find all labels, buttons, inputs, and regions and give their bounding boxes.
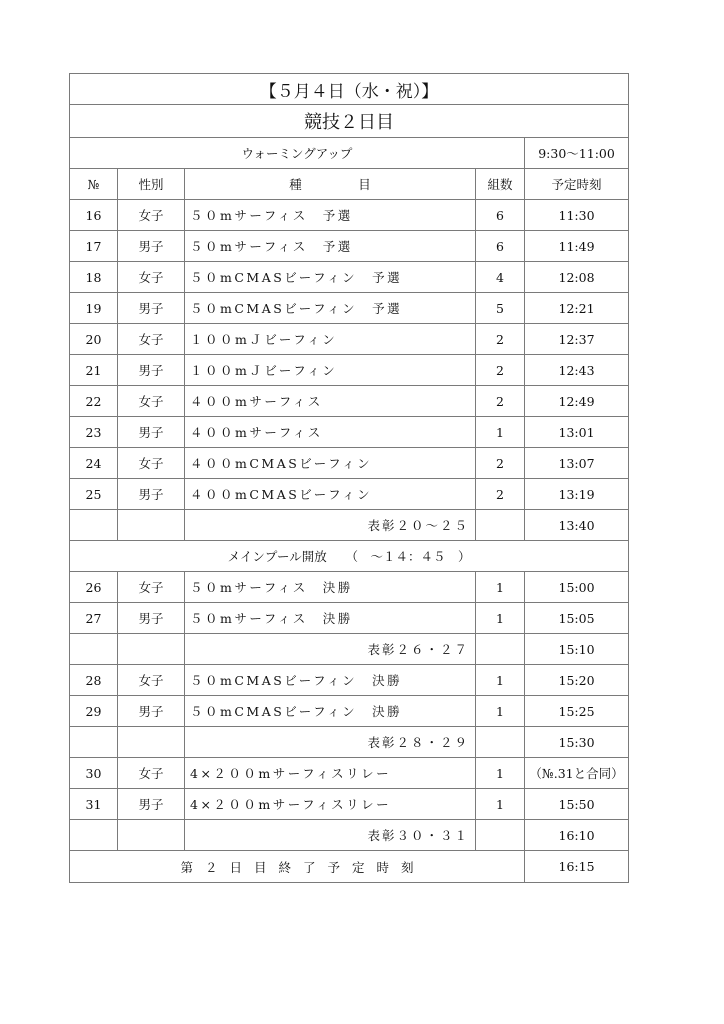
event-time: 13:01 [525,417,629,448]
date-row [70,74,629,105]
event-row [70,231,629,262]
award-label-2: 表彰２６・２７ [185,634,476,665]
event-time: 12:37 [525,324,629,355]
header-event: 種 目 [185,169,476,200]
event-gender: 男子 [118,417,185,448]
event-groups: 2 [476,386,525,417]
event-name: ５０mサーフィス 予選 [185,200,476,231]
event-time: 12:43 [525,355,629,386]
event-no: 28 [70,665,118,696]
event-gender: 女子 [118,324,185,355]
event-no: 20 [70,324,118,355]
event-name: ５０mサーフィス 予選 [185,231,476,262]
event-gender: 女子 [118,572,185,603]
event-gender: 男子 [118,293,185,324]
event-groups: 6 [476,231,525,262]
event-groups: 6 [476,200,525,231]
event-no: 29 [70,696,118,727]
event-groups: 1 [476,665,525,696]
event-time: 13:19 [525,479,629,510]
event-name: ４００mサーフィス [185,386,476,417]
award-label-4: 表彰３０・３１ [185,820,476,851]
event-row [70,789,629,820]
section-d [70,758,629,820]
day-row [70,105,629,138]
event-no: 30 [70,758,118,789]
event-gender: 男子 [118,696,185,727]
section-b [70,572,629,634]
event-groups: 1 [476,758,525,789]
award-row-1 [70,510,629,541]
award-time-4: 16:10 [525,820,629,851]
main-pool-row [70,541,629,572]
award-label-1: 表彰２０〜２５ [185,510,476,541]
event-name: ４００mCMASビーフィン [185,479,476,510]
event-time: 15:25 [525,696,629,727]
event-groups: 1 [476,572,525,603]
event-groups: 1 [476,603,525,634]
event-row [70,324,629,355]
end-label: 第２日目終了予定時刻 [70,851,525,883]
event-time: （№.31と合同） [525,758,629,789]
day-title: 競技２日目 [70,105,629,138]
main-pool-label: メインプール開放 （ 〜１４：４５ ） [70,541,629,572]
event-row [70,355,629,386]
event-no: 16 [70,200,118,231]
award-time-2: 15:10 [525,634,629,665]
warmup-label: ウォーミングアップ [70,138,525,169]
event-time: 13:07 [525,448,629,479]
event-time: 11:49 [525,231,629,262]
event-name: １００mＪビーフィン [185,324,476,355]
section-c [70,665,629,727]
event-groups: 2 [476,479,525,510]
header-row [70,169,629,200]
event-gender: 男子 [118,355,185,386]
event-gender: 男子 [118,789,185,820]
event-no: 17 [70,231,118,262]
event-row [70,665,629,696]
header-no: № [70,169,118,200]
event-name: ５０mサーフィス 決勝 [185,603,476,634]
section-a [70,200,629,510]
event-groups: 2 [476,355,525,386]
end-time: 16:15 [525,851,629,883]
event-time: 12:08 [525,262,629,293]
award-time-3: 15:30 [525,727,629,758]
event-time: 12:49 [525,386,629,417]
header-groups: 組数 [476,169,525,200]
event-name: 4×２００mサーフィスリレー [185,758,476,789]
event-groups: 2 [476,324,525,355]
event-gender: 女子 [118,758,185,789]
event-name: ５０mCMASビーフィン 決勝 [185,696,476,727]
event-row [70,200,629,231]
award-time-1: 13:40 [525,510,629,541]
award-row-3 [70,727,629,758]
event-row [70,448,629,479]
event-row [70,262,629,293]
event-time: 11:30 [525,200,629,231]
event-no: 19 [70,293,118,324]
event-row [70,572,629,603]
header-gender: 性別 [118,169,185,200]
event-name: ４００mサーフィス [185,417,476,448]
event-row [70,479,629,510]
event-time: 15:50 [525,789,629,820]
end-row [70,851,629,883]
event-name: ５０mCMASビーフィン 決勝 [185,665,476,696]
event-gender: 男子 [118,603,185,634]
event-row [70,293,629,324]
event-name: ５０mCMASビーフィン 予選 [185,262,476,293]
event-name: １００mＪビーフィン [185,355,476,386]
event-gender: 男子 [118,231,185,262]
award-label-3: 表彰２８・２９ [185,727,476,758]
date-title: 【５月４日（水・祝）】 [70,74,629,105]
event-no: 18 [70,262,118,293]
event-no: 27 [70,603,118,634]
event-gender: 女子 [118,262,185,293]
event-groups: 1 [476,417,525,448]
event-gender: 女子 [118,665,185,696]
event-gender: 男子 [118,479,185,510]
event-groups: 2 [476,448,525,479]
event-row [70,758,629,789]
event-groups: 1 [476,696,525,727]
header-time: 予定時刻 [525,169,629,200]
event-no: 25 [70,479,118,510]
event-no: 21 [70,355,118,386]
event-row [70,417,629,448]
event-gender: 女子 [118,200,185,231]
award-row-2 [70,634,629,665]
event-row [70,386,629,417]
event-gender: 女子 [118,386,185,417]
event-no: 22 [70,386,118,417]
event-no: 23 [70,417,118,448]
event-row [70,603,629,634]
event-time: 15:00 [525,572,629,603]
event-row [70,696,629,727]
event-gender: 女子 [118,448,185,479]
event-name: ５０mCMASビーフィン 予選 [185,293,476,324]
event-name: ４００mCMASビーフィン [185,448,476,479]
schedule-table [69,73,629,883]
event-time: 15:20 [525,665,629,696]
warmup-time: 9:30〜11:00 [525,138,629,169]
event-time: 12:21 [525,293,629,324]
warmup-row [70,138,629,169]
event-no: 26 [70,572,118,603]
award-row-4 [70,820,629,851]
event-no: 31 [70,789,118,820]
event-groups: 4 [476,262,525,293]
event-no: 24 [70,448,118,479]
event-time: 15:05 [525,603,629,634]
event-name: ５０mサーフィス 決勝 [185,572,476,603]
event-groups: 5 [476,293,525,324]
event-groups: 1 [476,789,525,820]
event-name: 4×２００mサーフィスリレー [185,789,476,820]
